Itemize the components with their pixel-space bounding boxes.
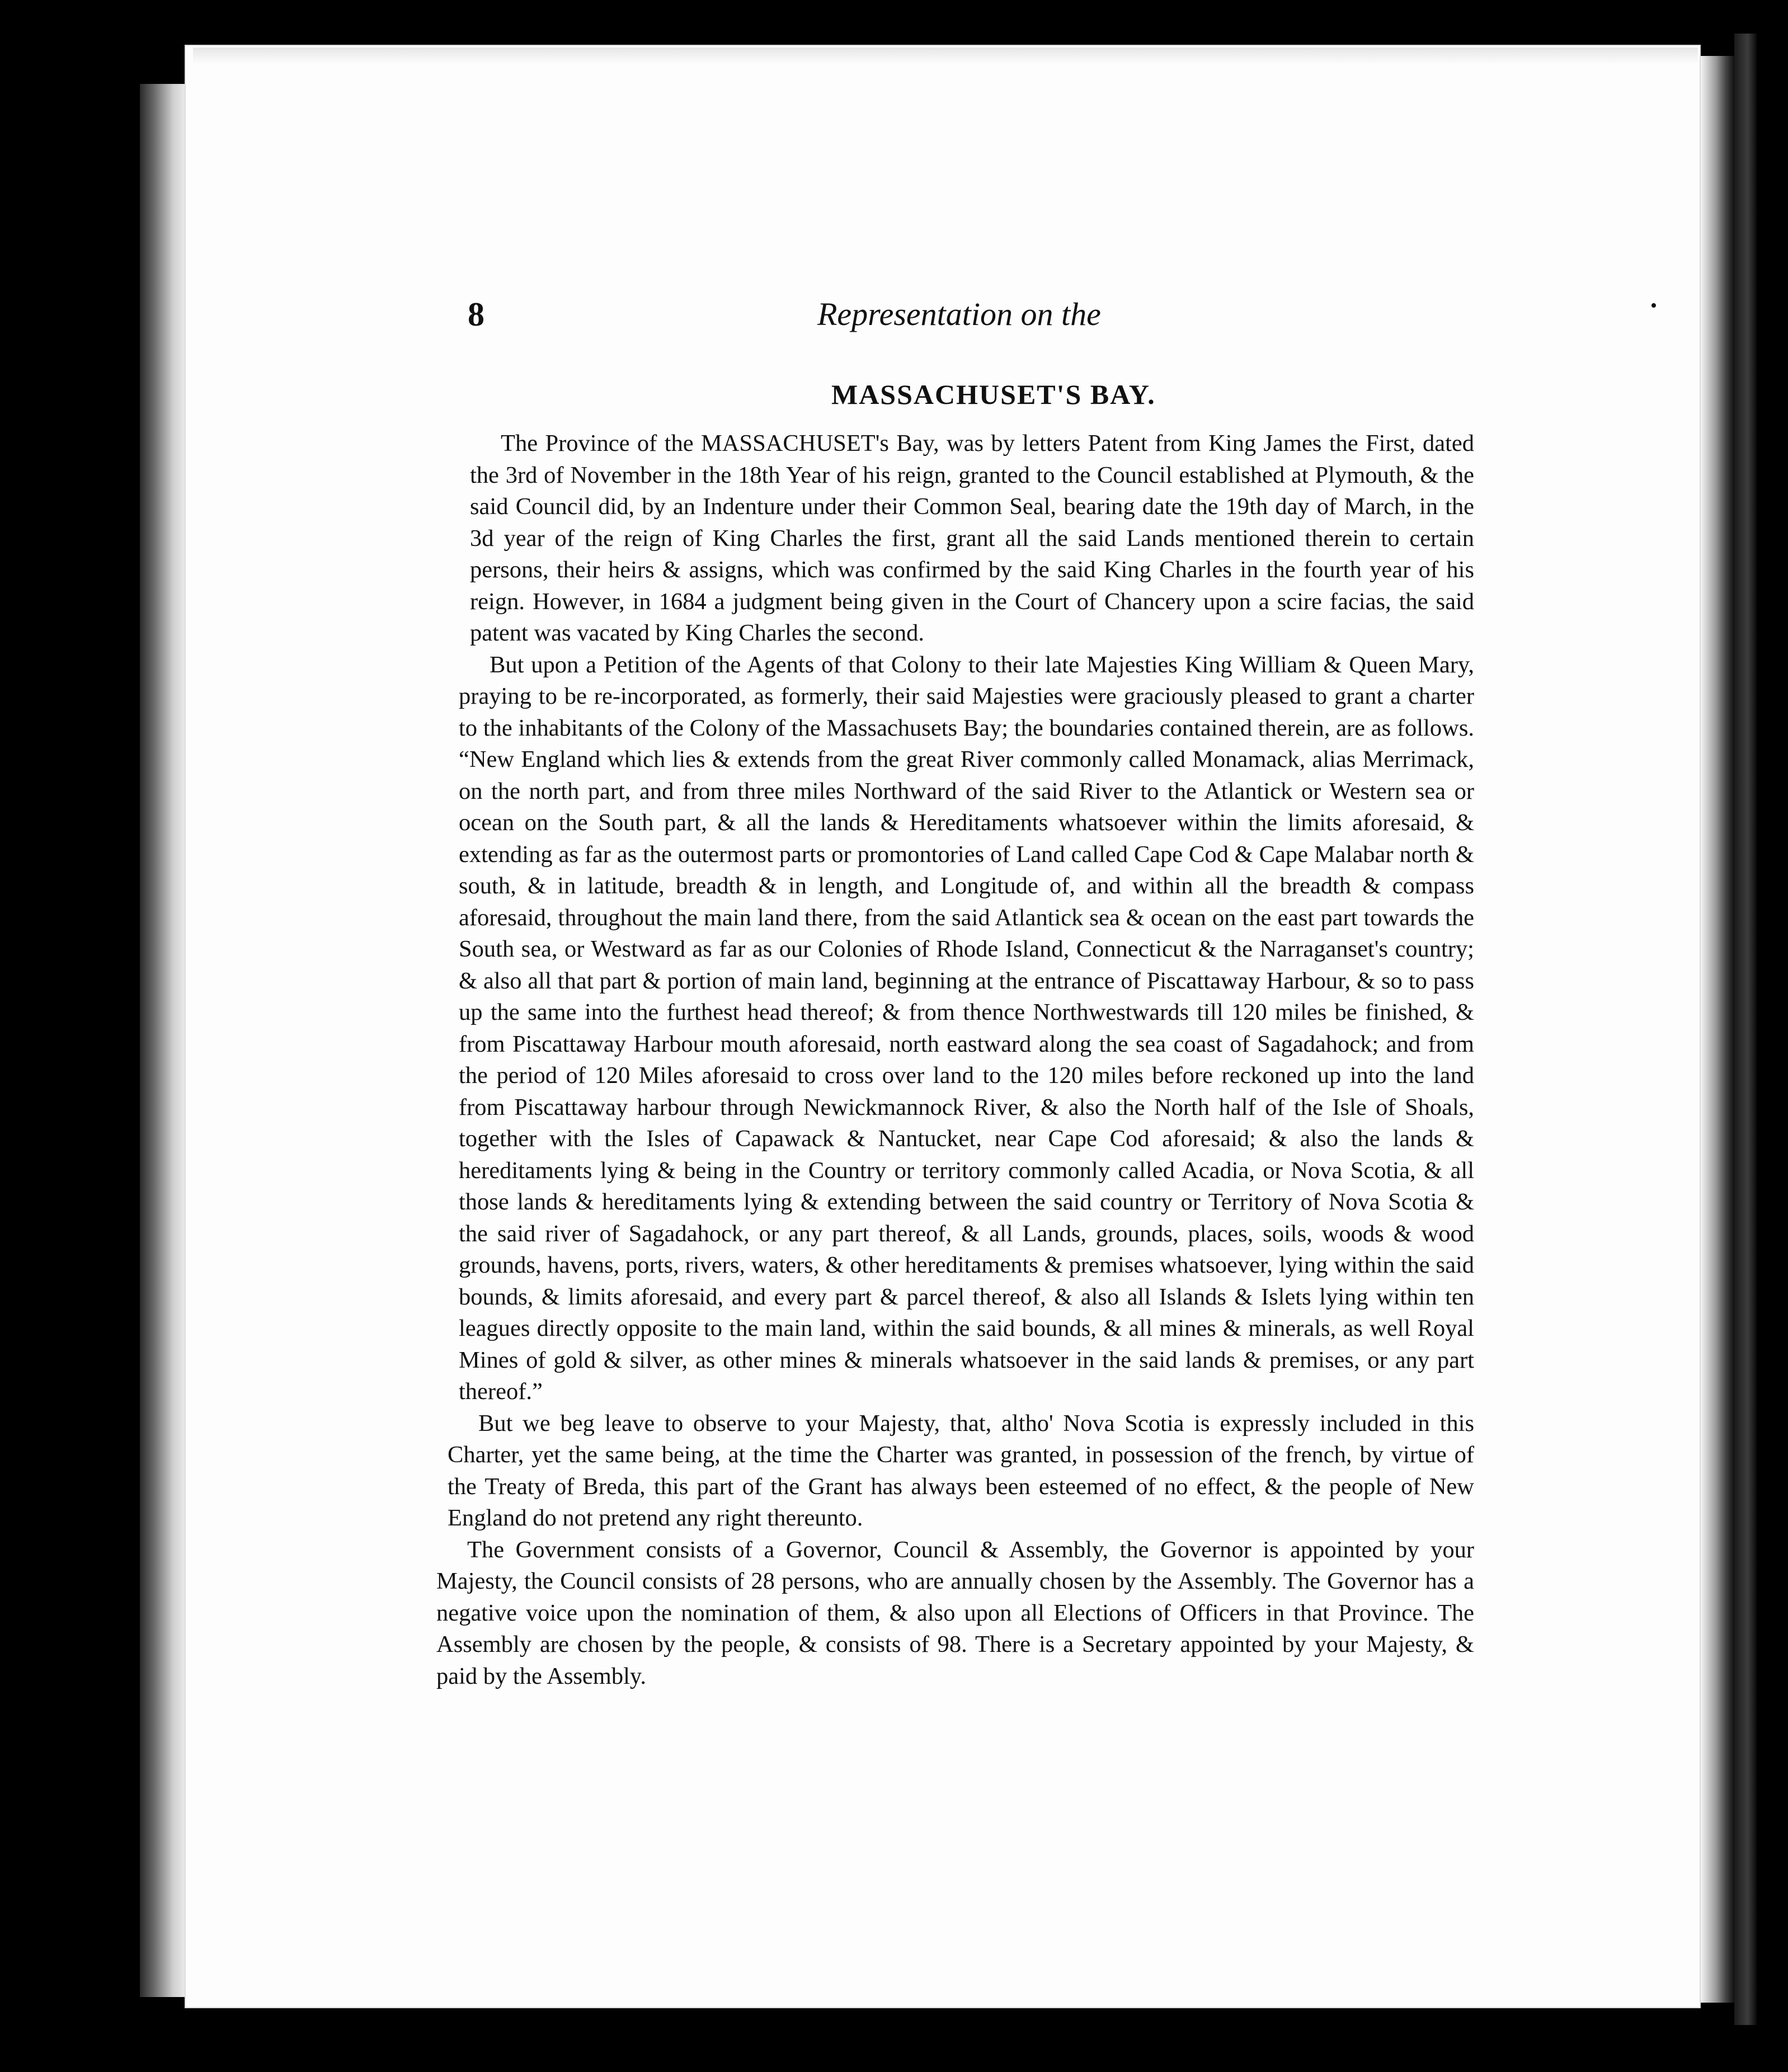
paragraph-government: The Government consists of a Governor, Council & Assembly, the Governor is appointed by your Majesty, the Council consists of 28 persons, who are annually chosen by the Assembly. The Governor has a negative voice upon the nomination of them, & also upon all Elections of Officers in that Province. The Assembly are chosen by the people, & consists of 98. There is a Secretary appointed by your Majesty, & paid by the Assembly. <box>436 1536 1474 1689</box>
page-edge-right-shadow <box>1734 34 1757 2025</box>
margin-mark: • <box>1650 295 1657 316</box>
page-top-fold <box>193 48 1698 64</box>
running-head: Representation on the <box>817 296 1101 332</box>
paragraph-province-patent: The Province of the MASSACHUSET's Bay, was by letters Patent from King James the First, dated the 3rd of November in the 18th Year of his reign, granted to the Council established at Plymouth, & the said Council did, by an Indenture under their Common Seal, bearing date the 19th day of March, in the 3d year of the reign of King Charles the first, grant all the said Lands mentioned therein to certain persons, their heirs & assigns, which was confirmed by the said King Charles in the fourth year of his reign. However, in 1684 a judgment being given in the Court of Chancery upon a scire facias, the said patent was vacated by King Charles the second. <box>470 430 1474 646</box>
page-number: 8 <box>468 296 484 333</box>
body-text <box>436 428 1474 1692</box>
page-edge-left <box>140 84 187 1997</box>
paragraph-nova-scotia: But we beg leave to observe to your Majesty, that, altho' Nova Scotia is expressly included in this Charter, yet the same being, at the time the Charter was granted, in possession of the french, by virtue of the Treaty of Breda, this part of the Grant has always been esteemed of no effect, & the people of New England do not pretend any right thereunto. <box>448 1410 1474 1531</box>
paragraph-charter-boundaries: But upon a Petition of the Agents of that Colony to their late Majesties King William & Queen Mary, praying to be re-incorporated, as formerly, their said Majesties were graciously pleased to grant a charter to the inhabitants of the Colony of the Massachusets Bay; the boundaries contained therein, are as follows. “New England which lies & extends from the great River commonly called Monamack, alias Merrimack, on the north part, and from three miles Northward of the said River to the Atlantick or Western sea or ocean on the South part, & all the lands & Hereditaments whatsoever within the limits aforesaid, & extending as far as the outermost parts or promontories of Land called Cape Cod & Cape Malabar north & south, & in latitude, breadth & in length, and Longitude of, and within all the breadth & compass aforesaid, throughout the main land there, from the said Atlantick sea & ocean on the east part towards the South sea, or Westward as far as our Colonies of Rhode Island, Connecticut & the Narraganset's country; & also all that part & portion of main land, beginning at the entrance of Piscattaway Harbour, & so to pass up the same into the furthest head thereof; & from thence Northwestwards till 120 miles be finished, & from Piscattaway Harbour mouth aforesaid, north eastward along the sea coast of Sagadahock; and from the period of 120 Miles aforesaid to cross over land to the 120 miles before reckoned up into the land from Piscattaway harbour through Newickmannock River, & also the North half of the Isle of Shoals, together with the Isles of Capawack & Nantucket, near Cape Cod aforesaid; & also the lands & hereditaments lying & being in the Country or territory commonly called Acadia, or Nova Scotia, & all those lands & hereditaments lying & extending between the said country or Territory of Nova Scotia & the said river of Sagadahock, or any part thereof, & all Lands, grounds, places, soils, woods & wood grounds, havens, ports, rivers, waters, & other hereditaments & premises whatsoever, lying within the said bounds, & limits aforesaid, and every part & parcel thereof, & also all Islands & Islets lying within ten leagues directly opposite to the main land, within the said bounds, & all mines & minerals, as well Royal Mines of gold & silver, as other mines & minerals whatsoever in the said lands & premises, or any part thereof.” <box>459 651 1474 1405</box>
section-title: MASSACHUSET'S BAY. <box>831 379 1156 410</box>
page-header <box>468 295 1117 340</box>
page-edge-right <box>1701 56 1734 2003</box>
